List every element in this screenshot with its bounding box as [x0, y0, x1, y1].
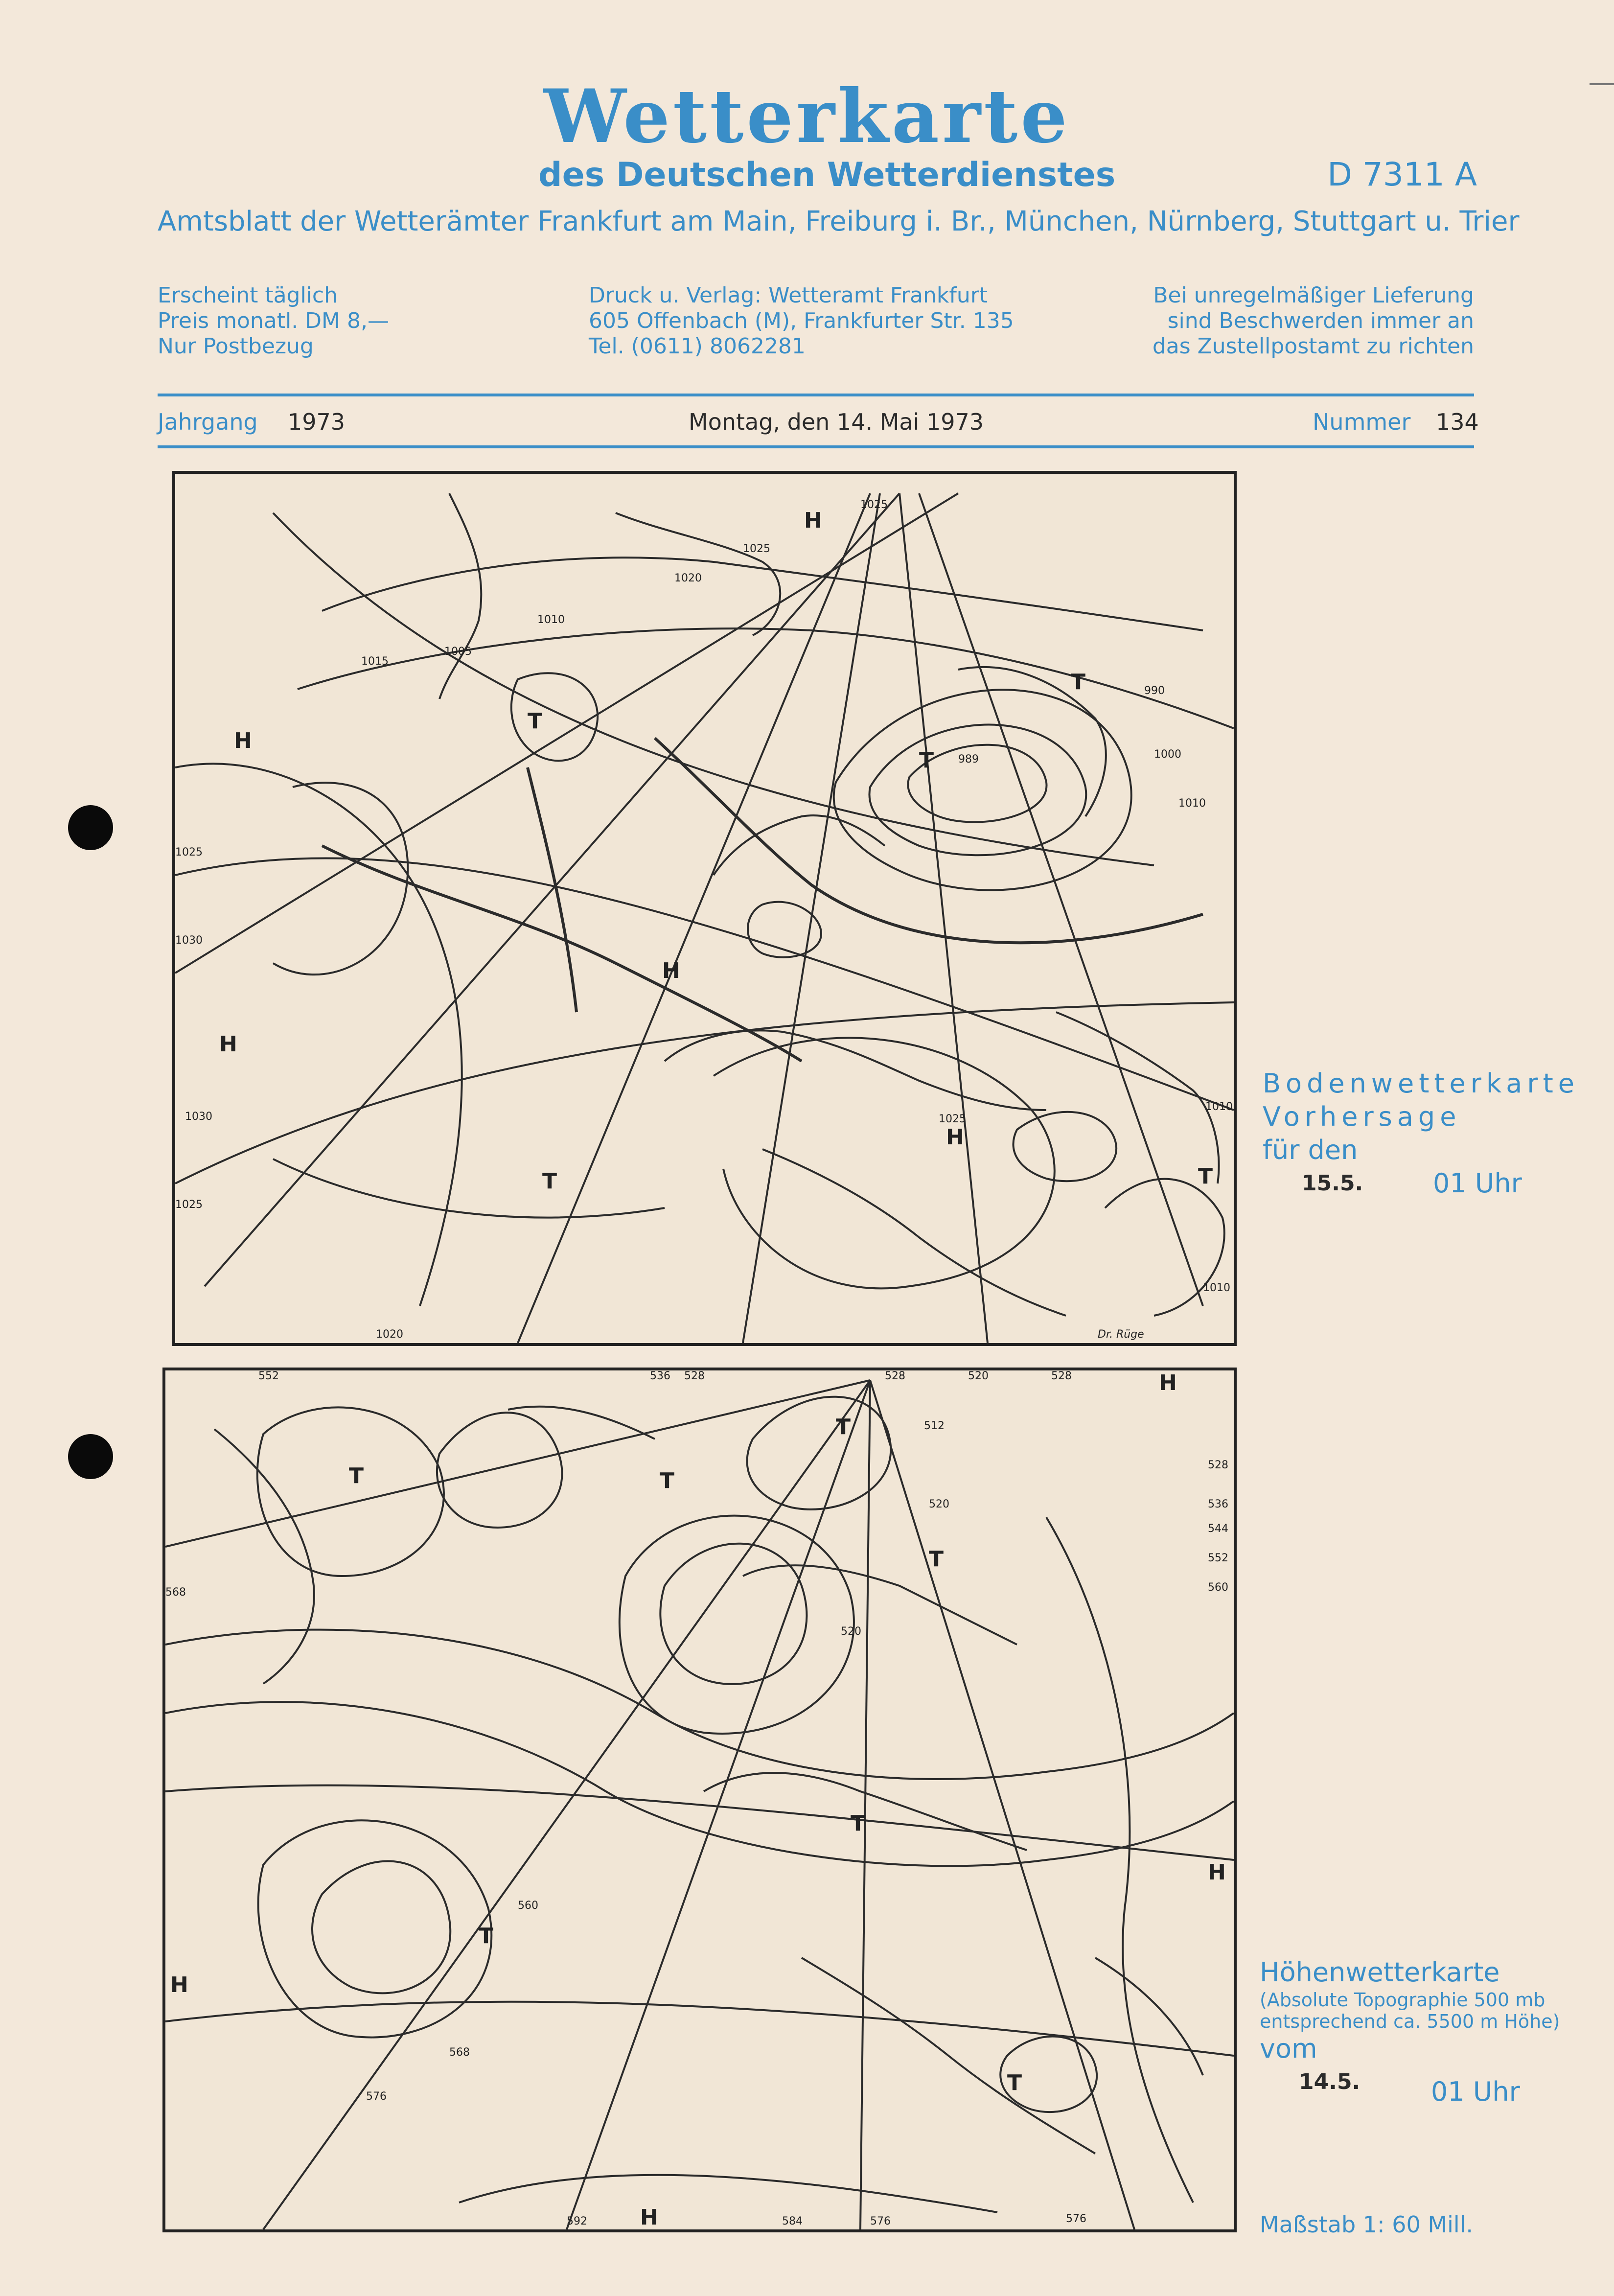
- map-signature: Dr. Rüge: [1098, 1328, 1144, 1341]
- low-pressure-symbol: T: [528, 709, 543, 734]
- isobar: [511, 673, 598, 761]
- low-center-symbol: T: [349, 1463, 364, 1488]
- contour-label: 528: [684, 1370, 705, 1382]
- contour-label: 520: [841, 1625, 861, 1638]
- edge-mark: [1590, 83, 1614, 85]
- isobar-label: 1025: [860, 499, 888, 511]
- upper-map-from: vom: [1260, 2033, 1317, 2064]
- high-pressure-symbol: H: [804, 508, 822, 533]
- coastline: [1056, 1012, 1219, 1183]
- height-contour: [257, 1407, 444, 1576]
- meridian-line: [860, 1380, 870, 2229]
- newspaper-title: Wetterkarte: [544, 73, 1070, 160]
- low-center-symbol: T: [851, 1811, 866, 1836]
- isobar-label: 1005: [444, 646, 472, 658]
- meridian-line: [870, 1380, 1134, 2229]
- upper-air-map: [162, 1368, 1237, 2232]
- info-left-line: Preis monatl. DM 8,—: [158, 308, 389, 333]
- meridian-line: [263, 1380, 870, 2229]
- low-center-symbol: T: [1007, 2070, 1022, 2095]
- isobar-label: 1020: [376, 1328, 403, 1341]
- low-pressure-symbol: T: [919, 748, 934, 773]
- isobar-label: 989: [958, 753, 979, 765]
- height-contour: [459, 2175, 997, 2212]
- isobar-label: 1010: [1205, 1101, 1233, 1113]
- nummer-label: Nummer: [1313, 409, 1411, 435]
- meridian-line: [518, 493, 870, 1343]
- upper-map-caption: [1260, 1956, 1560, 2107]
- issue-code: D 7311 A: [1327, 156, 1477, 193]
- jahrgang-value: 1973: [288, 409, 346, 435]
- contour-label: 568: [165, 1586, 186, 1599]
- info-left-line: Nur Postbezug: [158, 334, 314, 359]
- surface-map-title: Bodenwetterkarte: [1263, 1068, 1579, 1099]
- contour-label: 584: [782, 2215, 803, 2227]
- contour-label: 512: [924, 1420, 945, 1432]
- high-pressure-symbol: H: [234, 728, 252, 753]
- parallel-line: [175, 1002, 1234, 1183]
- contour-label: 576: [870, 2215, 891, 2227]
- contour-label: 528: [1208, 1459, 1228, 1471]
- isobar: [714, 1038, 1055, 1288]
- coastline: [762, 1149, 1066, 1316]
- info-middle-line: 605 Offenbach (M), Frankfurter Str. 135: [589, 308, 1014, 333]
- low-pressure-symbol: T: [1071, 670, 1086, 695]
- upper-map-time: 01 Uhr: [1431, 2076, 1520, 2107]
- isobar: [273, 1159, 665, 1218]
- isobar-label: 1025: [175, 1199, 203, 1211]
- height-contour: [660, 1544, 807, 1684]
- surface-map-for: für den: [1263, 1135, 1358, 1165]
- isobar-label: 1030: [185, 1111, 212, 1123]
- isobar-label: 1030: [175, 934, 203, 947]
- low-pressure-symbol: T: [1198, 1164, 1213, 1189]
- contour-label: 552: [258, 1370, 279, 1382]
- surface-map-drawing: [175, 474, 1234, 1343]
- jahrgang-label: Jahrgang: [158, 409, 258, 435]
- isobar-label: 1015: [361, 655, 389, 668]
- isobar-label: 1025: [743, 543, 770, 555]
- info-left-line: Erscheint täglich: [158, 283, 338, 308]
- meridian-line: [743, 493, 880, 1343]
- low-pressure-symbol: T: [542, 1169, 557, 1194]
- coastline: [802, 1958, 1095, 2154]
- meridian-line: [919, 493, 1203, 1306]
- upper-map-title: Höhenwetterkarte: [1260, 1957, 1500, 1988]
- low-center-symbol: T: [660, 1468, 675, 1493]
- nummer-value: 134: [1436, 409, 1479, 435]
- isobar: [322, 557, 1203, 630]
- isobar-label: 1025: [939, 1113, 966, 1125]
- low-center-symbol: T: [929, 1547, 944, 1572]
- isobar-label: 1000: [1154, 748, 1181, 761]
- issue-line: [158, 409, 1479, 438]
- height-contour: [437, 1413, 562, 1528]
- info-right-line: sind Beschwerden immer an: [1167, 308, 1474, 333]
- low-center-symbol: T: [836, 1415, 851, 1439]
- low-center-symbol: T: [479, 1924, 494, 1948]
- meridian-line: [899, 493, 988, 1343]
- height-contour: [312, 1861, 450, 1994]
- surface-map-time: 01 Uhr: [1433, 1168, 1522, 1199]
- info-right: [1153, 283, 1474, 359]
- isobar-label: 990: [1144, 685, 1165, 697]
- high-pressure-symbol: H: [219, 1032, 237, 1057]
- height-contour: [165, 1702, 1234, 1866]
- contour-label: 576: [366, 2090, 387, 2103]
- contour-label: 592: [567, 2215, 587, 2227]
- coastline: [214, 1429, 314, 1684]
- amtsblatt-line: Amtsblatt der Wetterämter Frankfurt am Main, Freiburg i. Br., München, Nürnberg, Stuttgart u. Trier: [158, 206, 1520, 237]
- contour-label: 536: [1208, 1498, 1228, 1510]
- header-rule-bottom: [158, 445, 1474, 448]
- contour-label: 576: [1066, 2213, 1086, 2225]
- contour-label: 560: [1208, 1581, 1228, 1594]
- height-contour: [1046, 1517, 1193, 2203]
- issue-date: Montag, den 14. Mai 1973: [689, 409, 984, 435]
- header-rule-top: [158, 394, 1474, 396]
- isobar-label: 1020: [674, 572, 702, 584]
- parallel-line: [165, 1786, 1234, 1860]
- isobar-label: 1025: [175, 846, 203, 858]
- isobar: [298, 628, 1234, 728]
- punch-hole: [68, 805, 113, 850]
- isobar: [1014, 1112, 1117, 1181]
- meridian-line: [165, 1380, 870, 1547]
- high-center-symbol: H: [1208, 1860, 1226, 1885]
- coastline: [508, 1407, 655, 1439]
- coastline: [439, 493, 481, 699]
- contour-label: 520: [968, 1370, 989, 1382]
- coastline: [743, 1565, 1017, 1645]
- contour-label: 568: [449, 2046, 470, 2059]
- high-pressure-symbol: H: [946, 1125, 964, 1150]
- high-pressure-symbol: H: [662, 958, 680, 983]
- high-center-symbol: H: [640, 2205, 658, 2229]
- surface-weather-map: [172, 471, 1237, 1346]
- height-contour: [620, 1516, 854, 1734]
- upper-map-date: 14.5.: [1299, 2069, 1360, 2094]
- upper-map-note: entsprechend ca. 5500 m Höhe): [1260, 2011, 1560, 2032]
- contour-label: 528: [1051, 1370, 1072, 1382]
- surface-map-forecast: Vorhersage: [1263, 1101, 1461, 1132]
- punch-hole: [68, 1434, 113, 1479]
- high-center-symbol: H: [170, 1972, 188, 1997]
- map-scale: Maßstab 1: 60 Mill.: [1260, 2211, 1474, 2238]
- isobar: [273, 783, 408, 974]
- upper-map-datetime: [1260, 2065, 1560, 2107]
- info-middle-line: Tel. (0611) 8062281: [589, 334, 806, 359]
- contour-label: 528: [885, 1370, 905, 1382]
- contour-label: 544: [1208, 1523, 1228, 1535]
- contour-label: 552: [1208, 1552, 1228, 1564]
- info-middle: [589, 283, 1014, 359]
- isobar: [175, 764, 462, 1306]
- subtitle: des Deutschen Wetterdienstes: [538, 156, 1116, 194]
- info-left: [158, 283, 389, 359]
- coastline: [1095, 1958, 1203, 2075]
- parallel-line: [175, 858, 1234, 1110]
- contour-label: 560: [518, 1900, 538, 1912]
- contour-label: 536: [650, 1370, 670, 1382]
- info-right-line: das Zustellpostamt zu richten: [1152, 334, 1474, 359]
- isobar-label: 1010: [1203, 1282, 1230, 1294]
- info-right-line: Bei unregelmäßiger Lieferung: [1153, 283, 1474, 308]
- high-center-symbol: H: [1159, 1370, 1177, 1395]
- info-middle-line: Druck u. Verlag: Wetteramt Frankfurt: [589, 283, 988, 308]
- upper-map-drawing: [165, 1370, 1234, 2229]
- contour-label: 520: [929, 1498, 949, 1510]
- surface-map-caption: [1263, 1067, 1579, 1199]
- upper-map-note: (Absolute Topographie 500 mb: [1260, 1989, 1545, 2011]
- isobar-label: 1010: [1178, 797, 1206, 810]
- meridian-line: [205, 493, 899, 1286]
- surface-map-datetime: [1263, 1167, 1579, 1199]
- isobar-label: 1010: [537, 614, 565, 626]
- surface-map-date: 15.5.: [1302, 1171, 1363, 1196]
